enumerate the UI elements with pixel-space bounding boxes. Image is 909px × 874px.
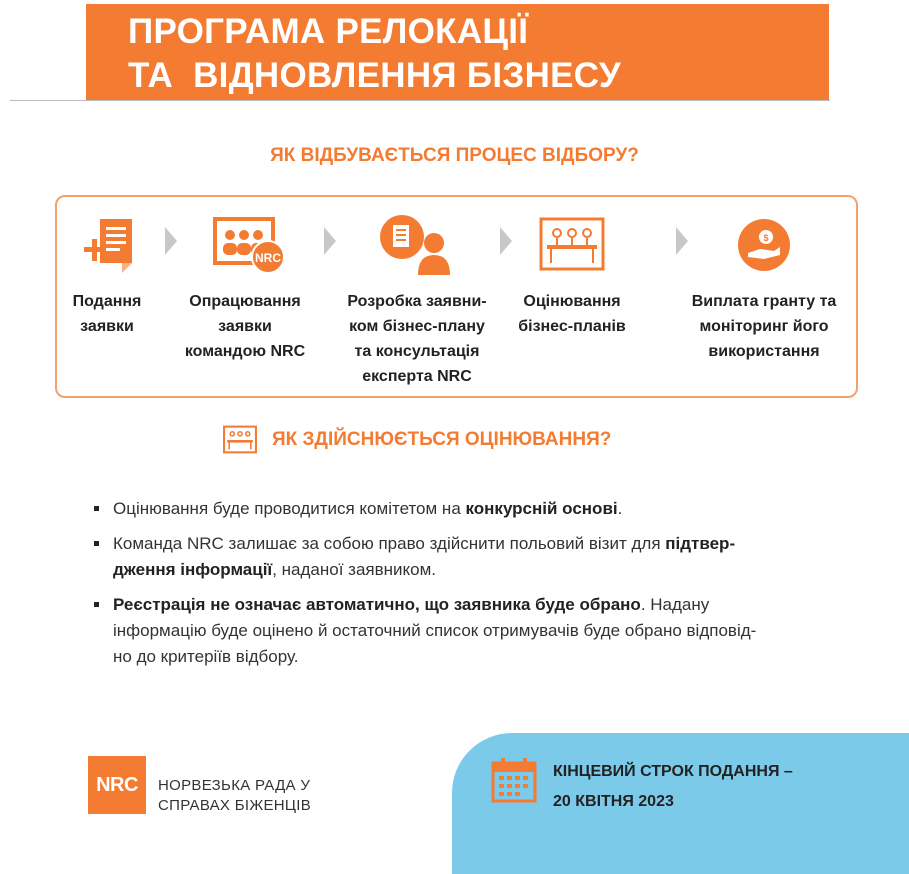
step-label: Оцінювання: [523, 293, 621, 310]
header-divider: [10, 100, 830, 101]
svg-text:NRC: NRC: [255, 251, 281, 265]
step-label: та консультація: [354, 343, 480, 360]
document-plus-icon: [76, 215, 138, 275]
step-submit-application: [57, 215, 157, 339]
grant-money-hand-icon: [734, 215, 794, 275]
step-grant-payment: [679, 215, 849, 364]
step-label: Розробка заявни-: [347, 293, 487, 310]
selection-heading: ЯК ВІДБУВАЄТЬСЯ ПРОЦЕС ВІДБОРУ?: [270, 145, 639, 166]
calendar-icon: [490, 756, 538, 804]
step-processing-by-nrc: [175, 215, 315, 364]
step-label: Виплата гранту та: [691, 293, 837, 310]
evaluation-title: ЯК ЗДІЙСНЮЄТЬСЯ ОЦІНЮВАННЯ?: [272, 429, 612, 450]
consultant-document-icon: [372, 215, 462, 275]
step-business-plan-development: [335, 215, 499, 389]
list-item: Оцінювання буде проводитися комітетом на конкурсній основі.: [92, 496, 844, 522]
deadline-text: КІНЦЕВИЙ СТРОК ПОДАННЯ – 20 КВІТНЯ 2023: [553, 763, 793, 810]
arrow-right-icon: [500, 227, 512, 255]
process-steps-panel: [55, 195, 858, 398]
step-label: бізнес-планів: [518, 318, 626, 335]
page-title: [128, 10, 621, 98]
title-line-2: ТА ВІДНОВЛЕННЯ БІЗНЕСУ: [128, 56, 621, 95]
step-label: Опрацювання: [189, 293, 301, 310]
step-label: моніторинг його: [699, 318, 829, 335]
step-label: заявки: [80, 318, 134, 335]
nrc-logo: NRC: [88, 756, 146, 814]
step-label: експерта NRC: [362, 368, 472, 385]
committee-table-icon: [222, 424, 258, 456]
title-line-1: ПРОГРАМА РЕЛОКАЦІЇ: [128, 12, 529, 51]
step-business-plan-evaluation: [512, 215, 632, 339]
step-label: командою NRC: [184, 343, 306, 360]
step-label: використання: [708, 343, 820, 360]
committee-table-icon: [537, 215, 607, 275]
list-item: Команда NRC залишає за собою право здійснити польовий візит для підтвер- дження інформації, наданої заявником.: [92, 531, 844, 583]
evaluation-heading: [222, 424, 611, 456]
evaluation-list: [92, 496, 844, 679]
list-item: Реєстрація не означає автоматично, що заявника буде обрано. Надану інформацію буде оцінено й остаточний список отримувачів буде обрано відповід- но до критеріїв відбору.: [92, 592, 844, 670]
svg-text:$: $: [763, 233, 769, 243]
step-label: Подання: [72, 293, 142, 310]
team-nrc-icon: [200, 215, 290, 275]
organization-name: НОРВЕЗЬКА РАДА У СПРАВАХ БІЖЕНЦІВ: [158, 777, 312, 814]
step-label: заявки: [218, 318, 272, 335]
step-label: ком бізнес-плану: [349, 318, 485, 335]
